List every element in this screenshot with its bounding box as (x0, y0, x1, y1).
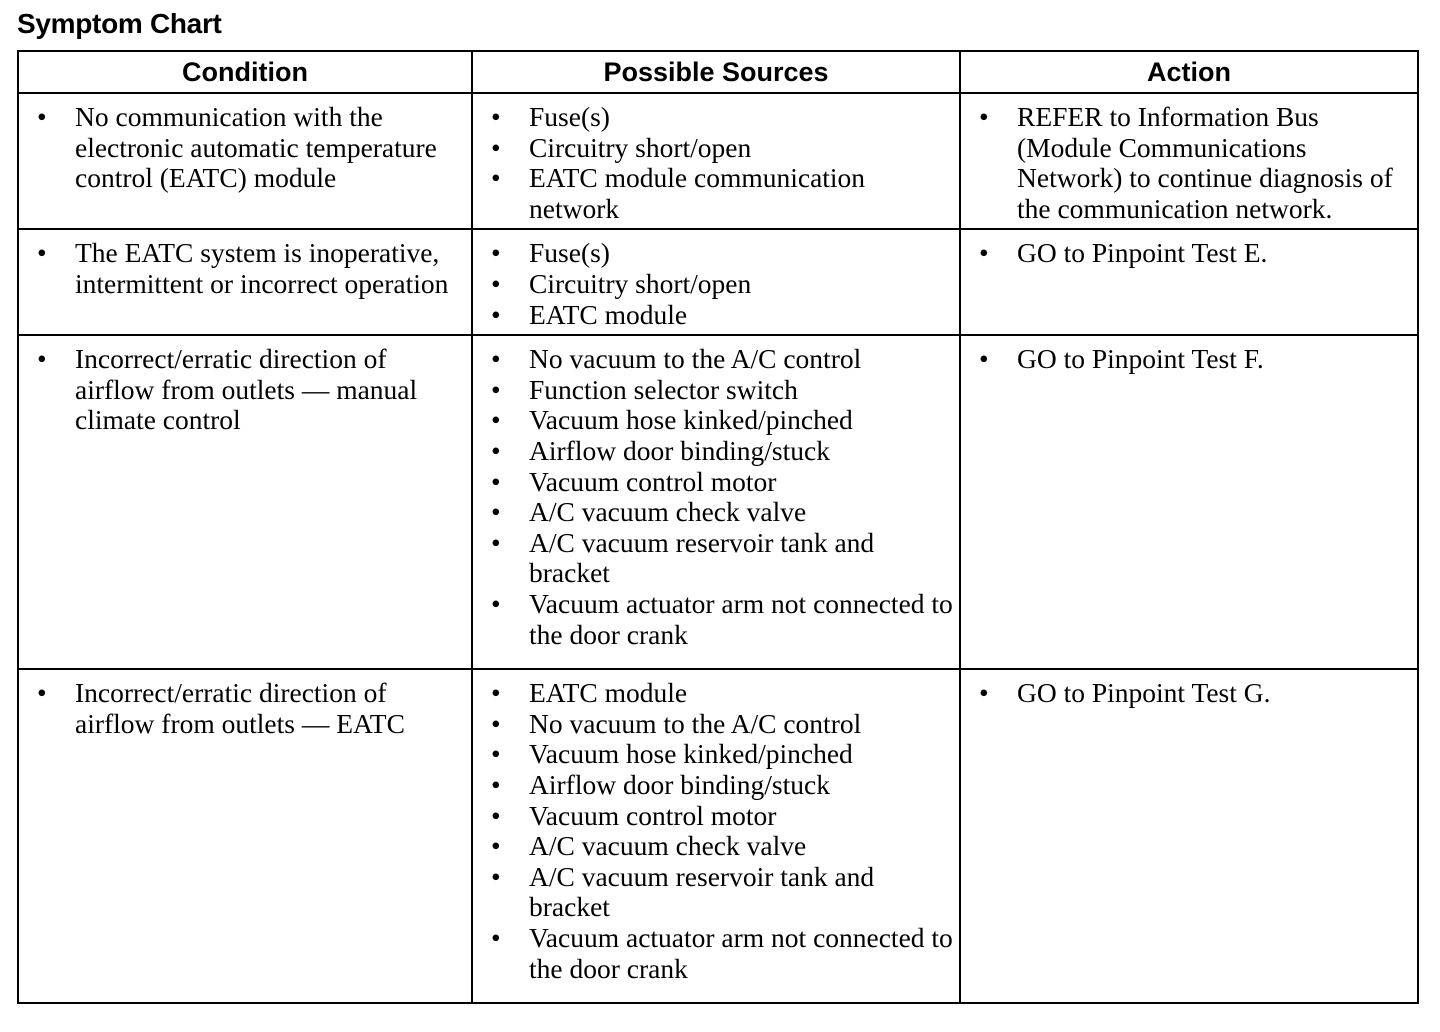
list-item: • EATC module (481, 300, 953, 331)
list-item: • EATC module (481, 678, 953, 709)
page-title: Symptom Chart (17, 8, 222, 39)
list-item: • Fuse(s) (481, 238, 953, 269)
condition-cell (18, 335, 472, 669)
list-item: • No communication with the electronic automatic temperature control (EATC) module (27, 102, 465, 194)
list-item: • GO to Pinpoint Test G. (969, 678, 1411, 709)
header-row (18, 51, 1418, 93)
list-item: • Function selector switch (481, 375, 953, 406)
condition-cell (18, 669, 472, 1003)
list-item: • A/C vacuum reservoir tank and bracket (481, 528, 953, 589)
sources-cell (472, 669, 960, 1003)
list-item: • Circuitry short/open (481, 269, 953, 300)
table-row (18, 669, 1418, 1003)
action-cell (960, 669, 1418, 1003)
sources-cell (472, 335, 960, 669)
action-cell (960, 93, 1418, 229)
symptom-table (17, 50, 1419, 1004)
column-header-action: Action (960, 51, 1418, 93)
list-item: • GO to Pinpoint Test E. (969, 238, 1411, 269)
condition-cell (18, 93, 472, 229)
list-item: • Vacuum actuator arm not connected to the door crank (481, 589, 953, 650)
list-item: • Vacuum hose kinked/pinched (481, 405, 953, 436)
list-item: • No vacuum to the A/C control (481, 344, 953, 375)
list-item: • No vacuum to the A/C control (481, 709, 953, 740)
sources-cell (472, 229, 960, 335)
list-item: • REFER to Information Bus (Module Communications Network) to continue diagnosis of the communication network. (969, 102, 1411, 224)
list-item: • Vacuum hose kinked/pinched (481, 739, 953, 770)
condition-cell (18, 229, 472, 335)
list-item: • Vacuum actuator arm not connected to the door crank (481, 923, 953, 984)
list-item: • The EATC system is inoperative, intermittent or incorrect operation (27, 238, 465, 299)
list-item: • A/C vacuum check valve (481, 497, 953, 528)
table-row (18, 229, 1418, 335)
list-item: • Circuitry short/open (481, 133, 953, 164)
list-item: • EATC module communication network (481, 163, 953, 224)
action-cell (960, 335, 1418, 669)
list-item: • Airflow door binding/stuck (481, 436, 953, 467)
list-item: • Vacuum control motor (481, 467, 953, 498)
table-row (18, 335, 1418, 669)
list-item: • Incorrect/erratic direction of airflow from outlets — EATC (27, 678, 465, 739)
sources-cell (472, 93, 960, 229)
action-cell (960, 229, 1418, 335)
column-header-condition: Condition (18, 51, 472, 93)
table-row (18, 93, 1418, 229)
list-item: • A/C vacuum reservoir tank and bracket (481, 862, 953, 923)
list-item: • Vacuum control motor (481, 801, 953, 832)
list-item: • Fuse(s) (481, 102, 953, 133)
list-item: • A/C vacuum check valve (481, 831, 953, 862)
list-item: • GO to Pinpoint Test F. (969, 344, 1411, 375)
column-header-possible-sources: Possible Sources (472, 51, 960, 93)
list-item: • Incorrect/erratic direction of airflow from outlets — manual climate control (27, 344, 465, 436)
list-item: • Airflow door binding/stuck (481, 770, 953, 801)
